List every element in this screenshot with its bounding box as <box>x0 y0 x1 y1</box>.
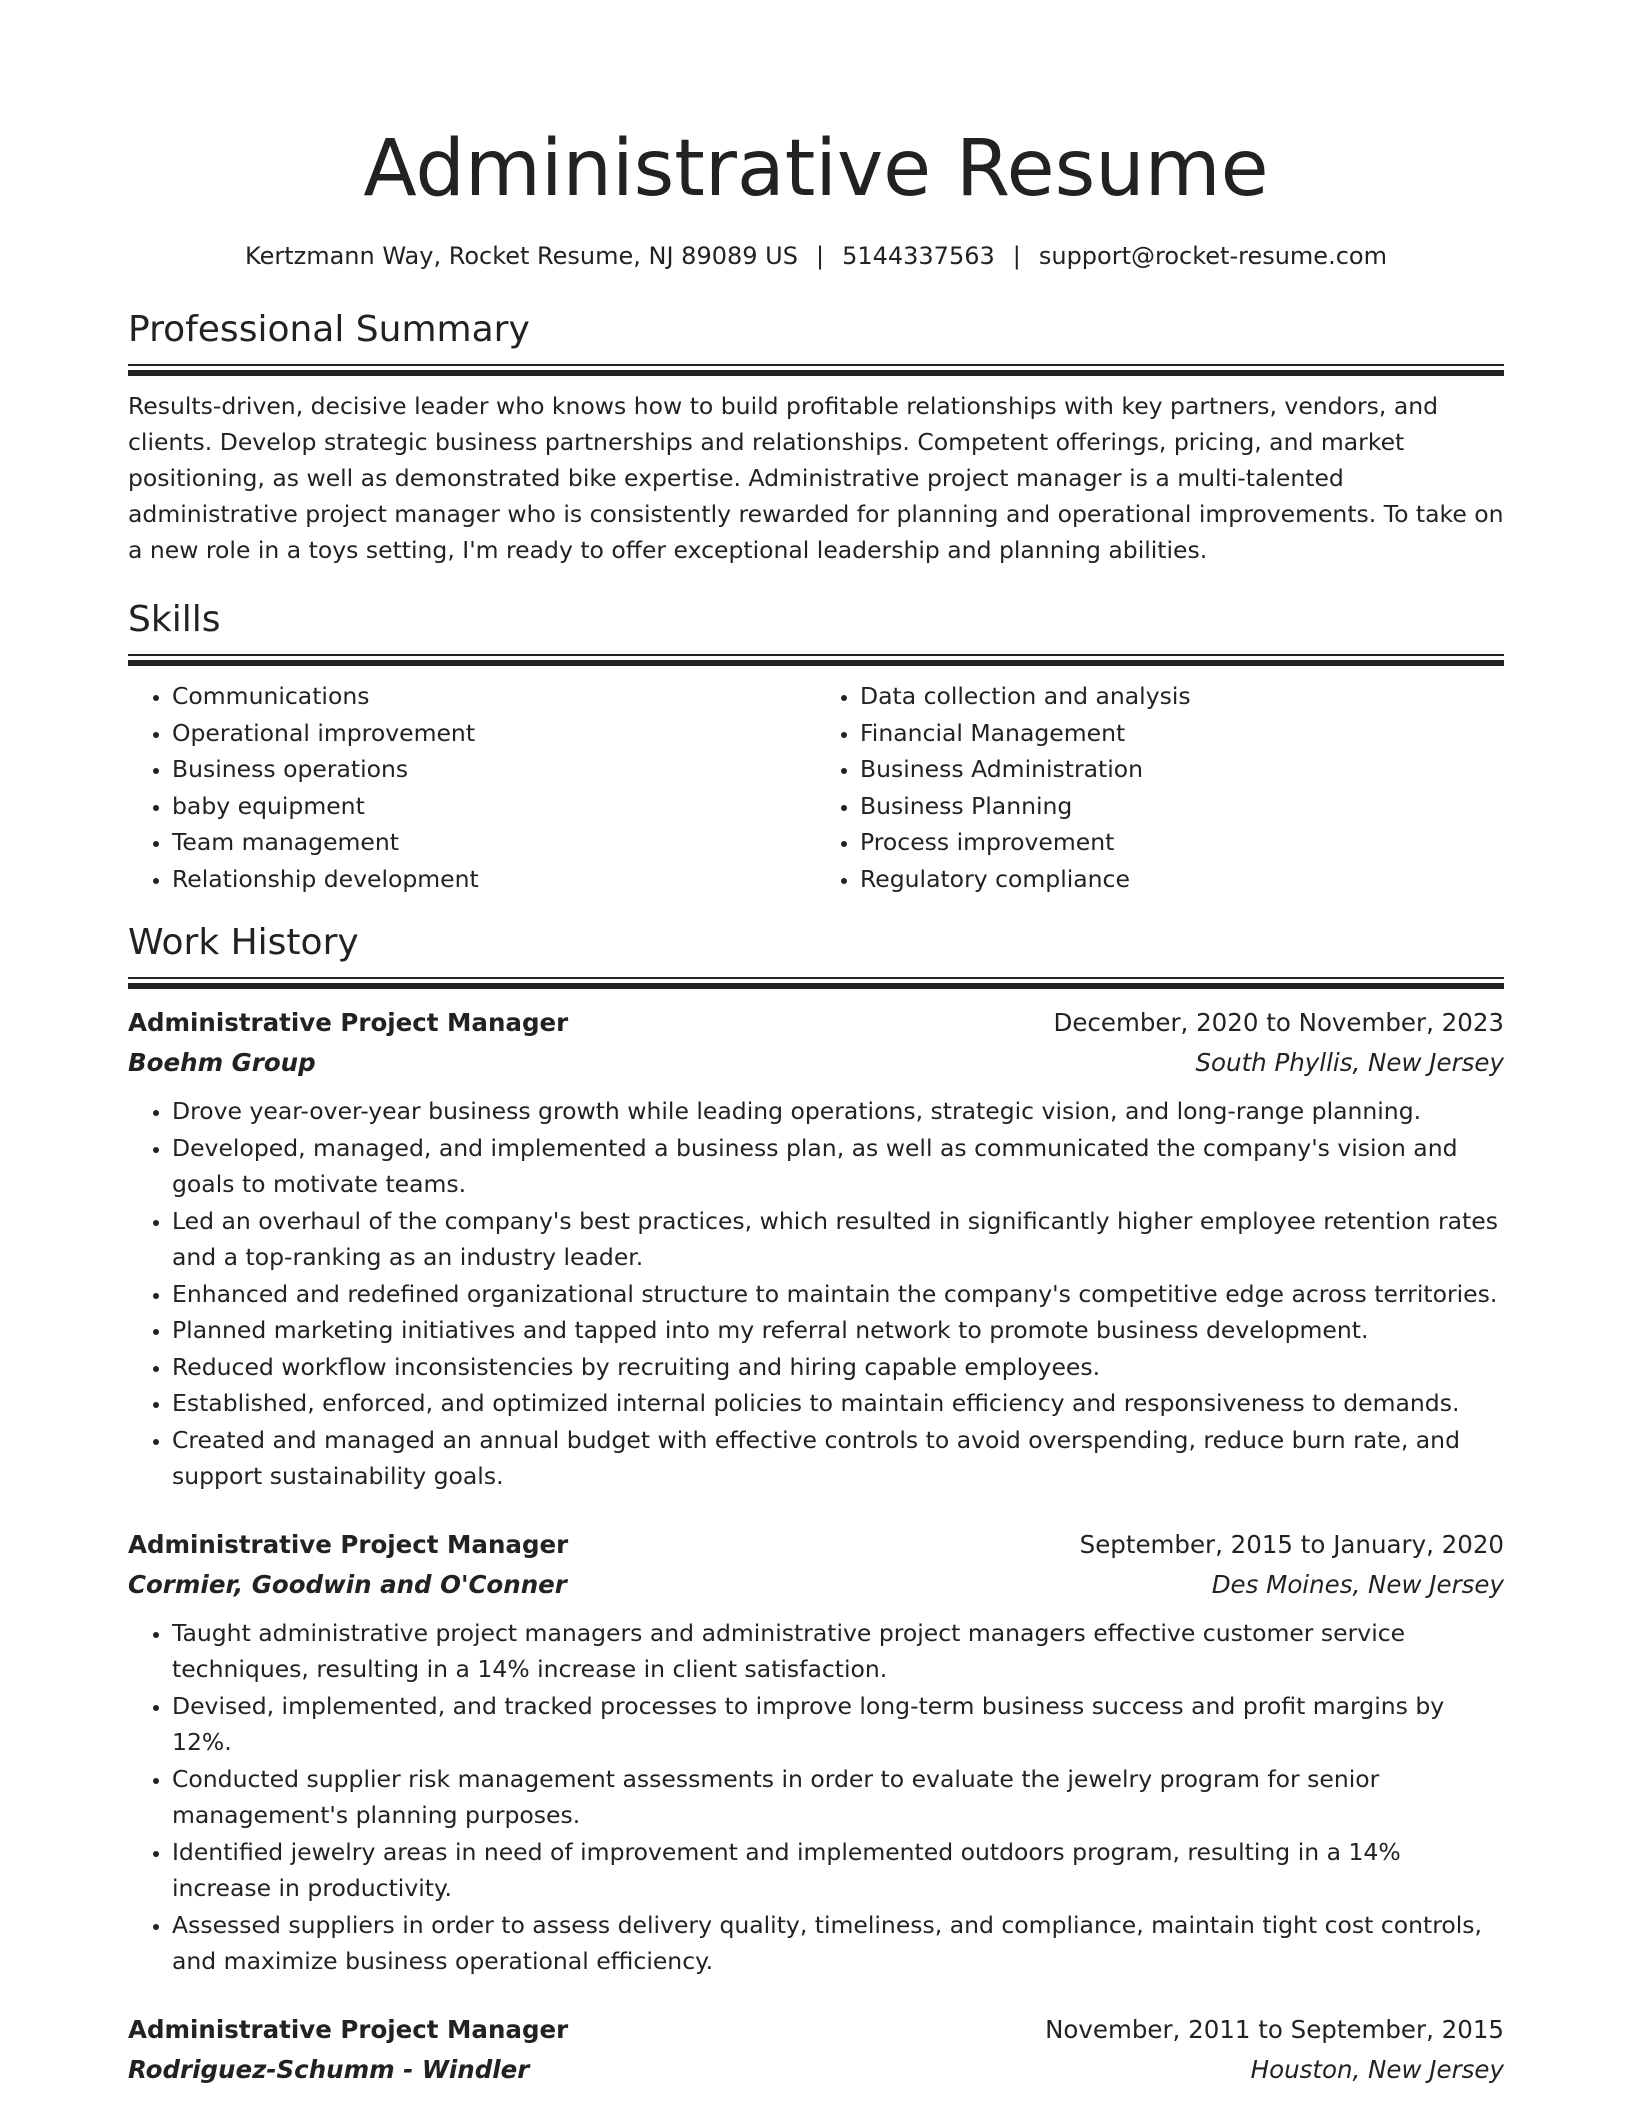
job-entry <box>128 2010 1504 2090</box>
job-bullet: • Taught administrative project managers and administrative project managers effective customer service techniques, resulting in a 14% increase in client satisfaction. <box>172 1615 1504 1688</box>
work-section <box>128 919 1504 2090</box>
job-location: South Phyllis, New Jersey <box>1195 1048 1504 1077</box>
job-title: Administrative Project Manager <box>128 1529 569 1559</box>
contact-address: Kertzmann Way, Rocket Resume, NJ 89089 US <box>245 242 798 270</box>
job-bullets <box>128 1093 1504 1495</box>
job-company: Cormier, Goodwin and O'Conner <box>128 1569 567 1599</box>
job-header <box>128 1003 1504 1043</box>
contact-line <box>128 240 1504 272</box>
job-subheader <box>128 2050 1504 2090</box>
job-bullet: • Planned marketing initiatives and tapped into my referral network to promote business development. <box>172 1312 1504 1349</box>
job-bullet: • Led an overhaul of the company's best practices, which resulted in significantly higher employee retention rates and a top-ranking as an industry leader. <box>172 1203 1504 1276</box>
job-bullet: • Identified jewelry areas in need of improvement and implemented outdoors program, resulting in a 14% increase in productivity. <box>172 1834 1504 1907</box>
job-subheader <box>128 1043 1504 1083</box>
job-bullet: • Enhanced and redefined organizational structure to maintain the company's competitive edge across territories. <box>172 1276 1504 1313</box>
skill-item: • Team management <box>172 824 816 861</box>
contact-separator: | <box>1012 242 1021 270</box>
skill-item: • Operational improvement <box>172 715 816 752</box>
section-divider <box>128 977 1504 989</box>
contact-separator: | <box>815 242 825 270</box>
job-header <box>128 1525 1504 1565</box>
skills-columns <box>128 678 1504 897</box>
skills-left-column <box>128 678 816 897</box>
job-bullet: • Created and managed an annual budget with effective controls to avoid overspending, reduce burn rate, and support sustainability goals. <box>172 1422 1504 1495</box>
job-bullet: • Devised, implemented, and tracked processes to improve long-term business success and profit margins by 12%. <box>172 1688 1504 1761</box>
job-company: Rodriguez-Schumm - Windler <box>128 2054 530 2084</box>
job-location: Des Moines, New Jersey <box>1211 1569 1504 1599</box>
job-entry <box>128 1525 1504 1980</box>
job-bullet: • Reduced workflow inconsistencies by recruiting and hiring capable employees. <box>172 1349 1504 1386</box>
skill-item: • Data collection and analysis <box>860 678 1504 715</box>
skill-item: • Relationship development <box>172 861 816 898</box>
job-subheader <box>128 1565 1504 1605</box>
skill-item: • Communications <box>172 678 816 715</box>
section-divider <box>128 364 1504 376</box>
job-bullet: • Established, enforced, and optimized internal policies to maintain efficiency and responsiveness to demands. <box>172 1385 1504 1422</box>
job-title: Administrative Project Manager <box>128 2014 569 2044</box>
skill-item: • Business operations <box>172 751 816 788</box>
skill-item: • Business Planning <box>860 788 1504 825</box>
skill-item: • Process improvement <box>860 824 1504 861</box>
job-entry <box>128 1003 1504 1495</box>
section-title-skills: Skills <box>128 599 221 640</box>
section-title-work: Work History <box>128 922 359 963</box>
section-title-summary: Professional Summary <box>128 309 530 350</box>
resume-page <box>128 120 1504 2090</box>
contact-email: support@rocket-resume.com <box>1038 242 1387 270</box>
contact-phone: 5144337563 <box>842 242 995 270</box>
skill-item: • Financial Management <box>860 715 1504 752</box>
job-title: Administrative Project Manager <box>128 1008 569 1037</box>
job-bullet: • Drove year-over-year business growth while leading operations, strategic vision, and long-range planning. <box>172 1093 1504 1130</box>
job-company: Boehm Group <box>128 1048 316 1077</box>
skills-section <box>128 596 1504 897</box>
section-divider <box>128 654 1504 666</box>
job-dates: December, 2020 to November, 2023 <box>1053 1008 1504 1037</box>
job-header <box>128 2010 1504 2050</box>
job-bullets <box>128 1615 1504 1980</box>
summary-text: Results-driven, decisive leader who knows how to build profitable relationships with key partners, vendors, and clients. Develop strategic business partnerships and relationships. Competent offerings, pricing, and market positioning, as well as demonstrated bike expertise. Administrative project manager is a multi-talented administrative project manager who is consistently rewarded for planning and operational improvements. To take on a new role in a toys setting, I'm ready to offer exceptional leadership and planning abilities. <box>128 392 1504 564</box>
job-dates: November, 2011 to September, 2015 <box>1045 2014 1504 2044</box>
job-bullet: • Assessed suppliers in order to assess delivery quality, timeliness, and compliance, maintain tight cost controls, and maximize business operational efficiency. <box>172 1907 1504 1980</box>
job-bullet: • Developed, managed, and implemented a business plan, as well as communicated the company's vision and goals to motivate teams. <box>172 1130 1504 1203</box>
summary-section <box>128 306 1504 568</box>
skills-right-column <box>816 678 1504 897</box>
job-bullet: • Conducted supplier risk management assessments in order to evaluate the jewelry program for senior management's planning purposes. <box>172 1761 1504 1834</box>
skill-item: • baby equipment <box>172 788 816 825</box>
job-location: Houston, New Jersey <box>1250 2054 1504 2084</box>
skill-item: • Business Administration <box>860 751 1504 788</box>
resume-name: Administrative Resume <box>363 124 1269 214</box>
skill-item: • Regulatory compliance <box>860 861 1504 898</box>
job-dates: September, 2015 to January, 2020 <box>1079 1529 1504 1559</box>
